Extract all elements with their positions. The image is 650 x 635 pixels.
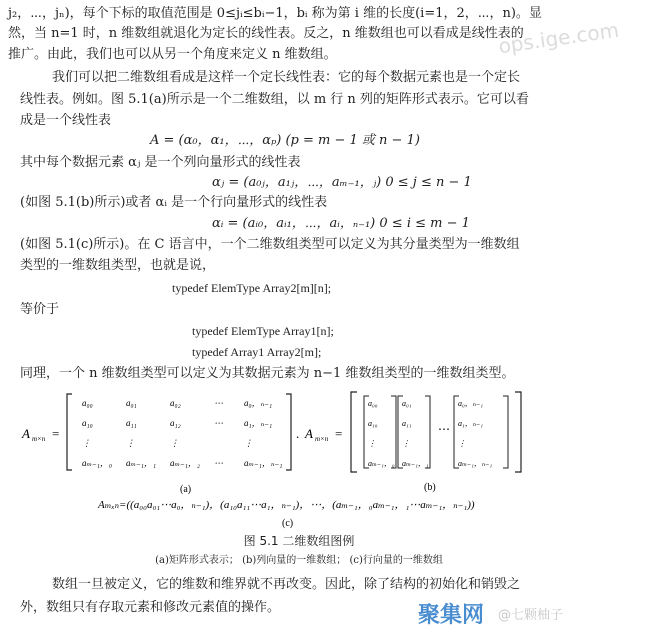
code-typedef-array1: typedef ElemType Array1[n]; [192, 324, 334, 338]
matrix-a-cell: a₁，ₙ₋₁ [244, 418, 273, 428]
code-typedef-array2-of-array1: typedef Array1 Array2[m]; [192, 345, 322, 359]
matrix-a [82, 398, 282, 468]
column-vector-cell: a₀，ₙ₋₁ [458, 399, 484, 408]
matrix-b-eq: = [335, 426, 343, 441]
figure-5-1 [0, 388, 598, 538]
text-line: 其中每个数据元素 αⱼ 是一个列向量形式的线性表 [20, 155, 301, 170]
column-vector-cell: a₀₀ [368, 399, 378, 408]
code-typedef-array2: typedef ElemType Array2[m][n]; [172, 281, 332, 295]
matrix-a-cell: a₀₀ [82, 398, 93, 408]
figure-subcaption: (a)矩阵形式表示； (b)列向量的一维数组； (c)行向量的一维数组 [155, 555, 443, 566]
matrix-a-cell: ⋮ [126, 438, 135, 448]
matrix-b-outer-left-bracket [351, 392, 357, 472]
formula-row-vector: αᵢ = (aᵢ₀，aᵢ₁，⋯，aᵢ，ₙ₋₁) 0 ≤ i ≤ m − 1 [212, 216, 470, 231]
matrix-b-lhs-sub: m×n [315, 435, 329, 443]
column-vectors [364, 396, 508, 468]
matrix-a-cell: ⋮ [244, 438, 253, 448]
text-line: (如图 5.1(c)所示)。在 C 语言中，一个二维数组类型可以定义为其分量类型为一维数组 [20, 237, 520, 252]
figure-label-a: (a) [180, 484, 192, 495]
column-vector-right-bracket [503, 396, 508, 468]
text-line: j₂，⋯，jₙ)，每个下标的取值范围是 0≤jᵢ≤bᵢ−1，bᵢ 称为第 i 维的长度(i=1，2，⋯，n)。显 [8, 6, 542, 21]
matrix-a-cell: a₀，ₙ₋₁ [244, 398, 273, 408]
matrix-a-cell: ⋯ [214, 458, 223, 468]
figure-label-c: (c) [282, 518, 294, 529]
matrix-a-cell: a₀₂ [170, 398, 181, 408]
figure-separator-dot: . [296, 426, 300, 441]
formula-column-vector: αⱼ = (a₀ⱼ，a₁ⱼ，⋯，aₘ₋₁，ⱼ) 0 ≤ j ≤ n − 1 [212, 175, 472, 190]
matrix-a-cell: ⋮ [170, 438, 179, 448]
text-line: 成是一个线性表 [20, 113, 112, 128]
column-vector-cell: ⋮ [368, 439, 376, 448]
matrix-a-lhs: A [22, 426, 30, 441]
column-vector-cell: a₁₁ [402, 419, 412, 428]
column-vector-cell: ⋮ [402, 439, 410, 448]
matrix-a-cell: a₁₂ [170, 418, 181, 428]
column-vector-cell: a₁，ₙ₋₁ [458, 419, 484, 428]
column-vector-right-bracket [425, 396, 430, 468]
text-line: 然，当 n=1 时，n 维数组就退化为定长的线性表。反之，n 维数组也可以看成是线性表的 [8, 26, 524, 41]
text-line: 外，数组只有存取元素和修改元素值的操作。 [20, 600, 281, 615]
text-line: 类型的一维数组类型，也就是说， [20, 258, 216, 273]
text-line: 我们可以把二维数组看成是这样一个定长线性表：它的每个数据元素也是一个定长 [52, 70, 521, 85]
matrix-b-outer-right-bracket [515, 392, 521, 472]
watermark-top-right: ops.ige.com [496, 17, 621, 59]
text-line: 数组一旦被定义，它的维数和维界就不再改变。因此，除了结构的初始化和销毁之 [52, 577, 521, 592]
matrix-a-right-bracket [286, 394, 291, 470]
column-vector-cell: aₘ₋₁，₁ [402, 459, 429, 468]
text-line: 同理，一个 n 维数组类型可以定义为其数据元素为 n−1 维数组类型的一维数组类型。 [20, 366, 515, 381]
matrix-a-cell: aₘ₋₁，ₙ₋₁ [244, 458, 283, 468]
text-line: (如图 5.1(b)所示)或者 αᵢ 是一个行向量形式的线性表 [20, 195, 328, 210]
matrix-a-cell: ⋯ [214, 418, 223, 428]
column-vector-cell: aₘ₋₁，ₙ₋₁ [458, 459, 493, 468]
column-vector-cell: ⋮ [458, 439, 466, 448]
matrix-a-eq: = [52, 426, 60, 441]
text-line: 等价于 [20, 302, 60, 317]
formula-linear-list: A = (α₀，α₁，⋯，αₚ) (p = m − 1 或 n − 1) [150, 133, 420, 148]
column-vector-cell: aₘ₋₁，₀ [368, 459, 395, 468]
text-line: 线性表。例如。图 5.1(a)所示是一个二维数组，以 m 行 n 列的矩阵形式表示。它可以看 [20, 92, 529, 107]
column-vectors-ellipsis: ⋯ [438, 422, 450, 436]
column-vector-cell: a₀₁ [402, 399, 412, 408]
matrix-a-left-bracket [67, 394, 72, 470]
column-vector-cell: a₁₀ [368, 419, 378, 428]
matrix-a-cell: a₁₁ [126, 418, 137, 428]
matrix-a-lhs-sub: m×n [32, 435, 46, 443]
figure-caption: 图 5.1 二维数组图例 [243, 534, 355, 548]
column-vector-right-bracket [391, 396, 396, 468]
matrix-a-cell: a₀₁ [126, 398, 137, 408]
watermark-logo: 聚集网 [418, 603, 485, 628]
row-vector-formula: Aₘₓₙ=((a₀₀a₀₁⋯a₀，ₙ₋₁)，(a₁₀a₁₁⋯a₁，ₙ₋₁)，⋯，(aₘ₋₁，₀aₘ₋₁，₁⋯aₘ₋₁，ₙ₋₁)) [98, 499, 475, 511]
watermark-author: @七颗柚子 [498, 608, 564, 623]
matrix-a-cell: ⋮ [82, 438, 91, 448]
matrix-a-cell: aₘ₋₁，₀ [82, 458, 113, 468]
matrix-a-cell: a₁₀ [82, 418, 93, 428]
figure-label-b: (b) [424, 482, 436, 493]
text-line: 推广。由此，我们也可以从另一个角度来定义 n 维数组。 [8, 47, 337, 62]
matrix-a-cell: aₘ₋₁，₂ [170, 458, 201, 468]
matrix-a-cell: aₘ₋₁，₁ [126, 458, 157, 468]
matrix-b-lhs: A [305, 426, 313, 441]
matrix-a-cell: ⋯ [214, 398, 223, 408]
